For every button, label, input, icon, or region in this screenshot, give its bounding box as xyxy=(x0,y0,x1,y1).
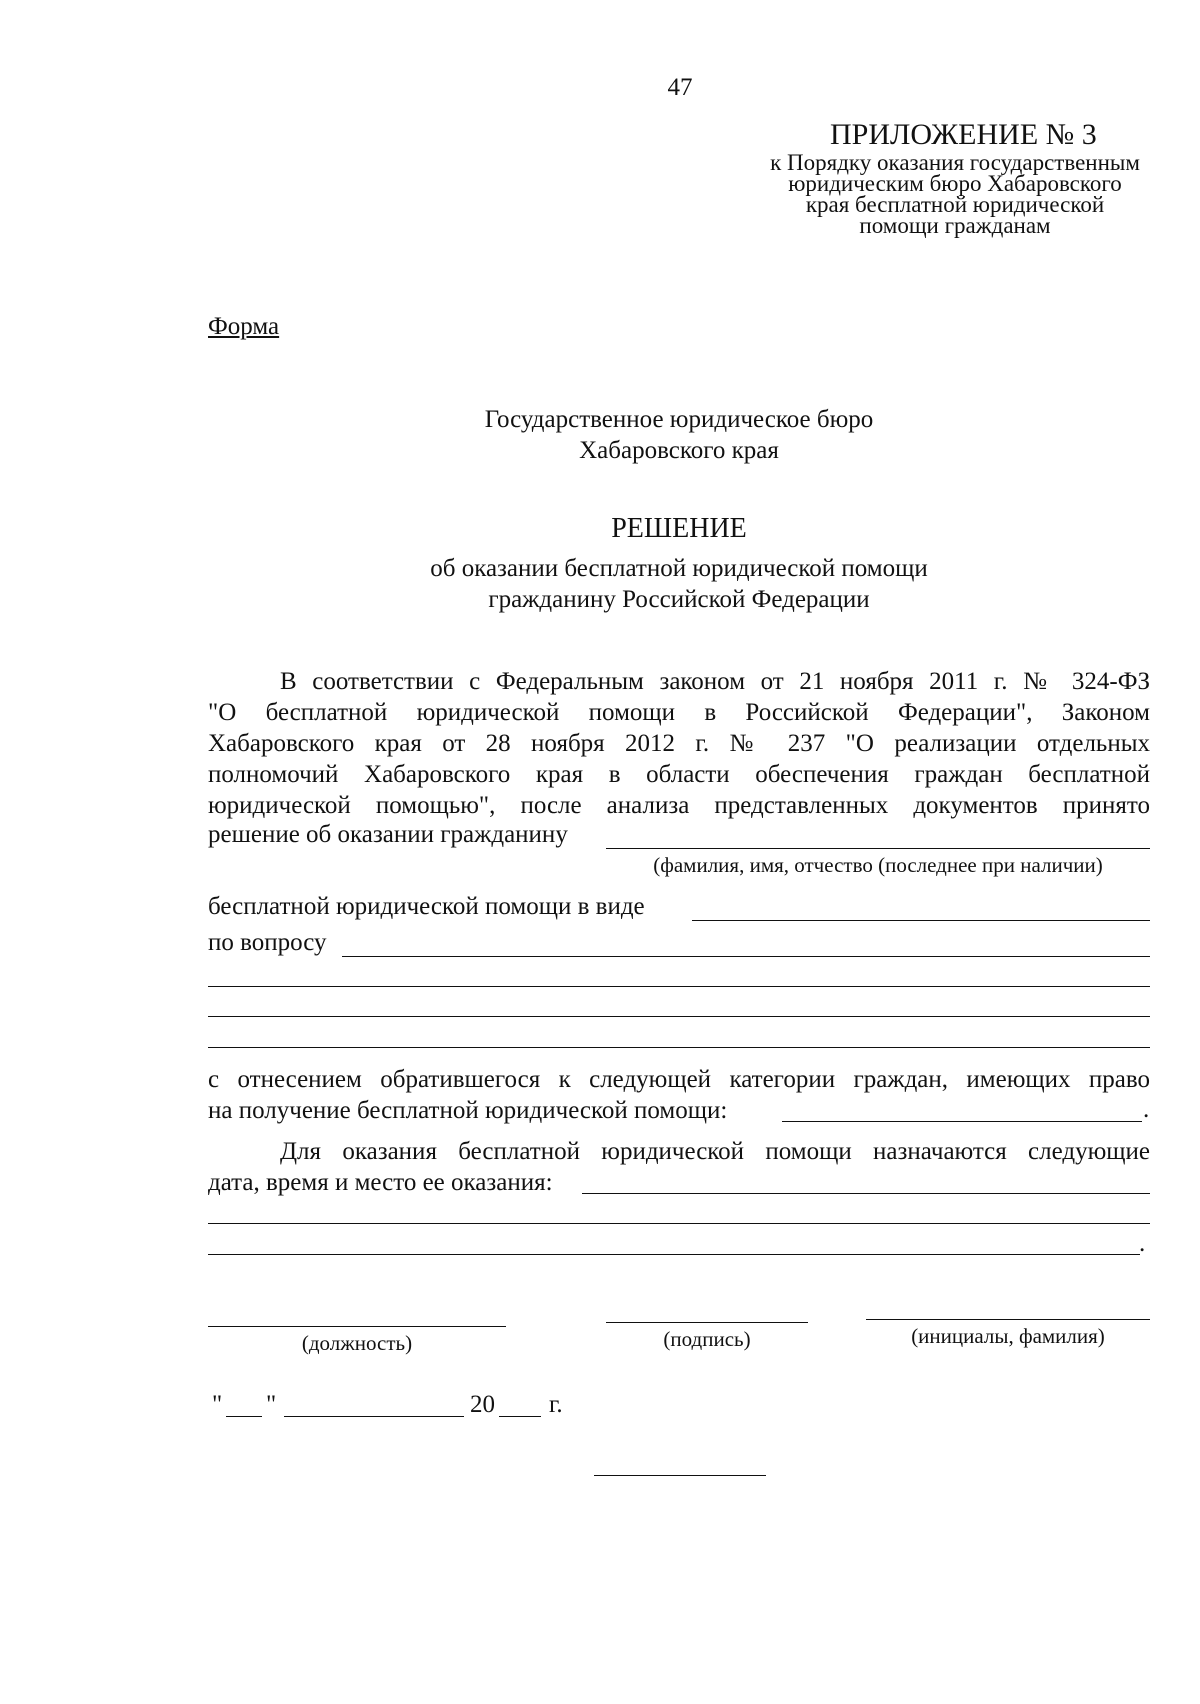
citizen-name-caption: (фамилия, имя, отчество (последнее при наличии) xyxy=(653,853,1103,877)
decision-subtitle xyxy=(208,553,1150,615)
decision-subtitle-line: об оказании бесплатной юридической помощи xyxy=(430,555,928,582)
decision-title: РЕШЕНИЕ xyxy=(611,513,747,544)
decision-to-citizen-label: решение об оказании гражданину xyxy=(208,821,568,848)
page-number: 47 xyxy=(667,74,693,101)
date-quote-close: " xyxy=(266,1391,277,1418)
citizen-name-field[interactable] xyxy=(606,848,1150,849)
category-paragraph xyxy=(208,1064,1150,1126)
position-caption: (должность) xyxy=(301,1331,413,1355)
appointment-field-line[interactable] xyxy=(208,1254,1140,1255)
category-field[interactable] xyxy=(782,1121,1142,1122)
date-year-suffix: г. xyxy=(549,1391,563,1418)
date-year-field[interactable] xyxy=(499,1416,541,1417)
paragraph-line: юридической помощью", после анализа представленных документов принято xyxy=(208,792,1150,819)
name-caption: (инициалы, фамилия) xyxy=(911,1324,1105,1348)
help-form-field[interactable] xyxy=(692,920,1150,921)
date-day-field[interactable] xyxy=(226,1416,262,1417)
organization-line: Хабаровского края xyxy=(579,437,779,464)
appointment-period: . xyxy=(1139,1230,1146,1257)
appendix-subtitle xyxy=(740,152,1170,236)
organization-line: Государственное юридическое бюро xyxy=(484,406,874,433)
question-field-line[interactable] xyxy=(208,1016,1150,1017)
paragraph-line: на получение бесплатной юридической помощи: xyxy=(208,1097,728,1124)
appendix-subtitle-line: юридическим бюро Хабаровского xyxy=(788,171,1122,196)
appointment-field[interactable] xyxy=(582,1193,1150,1194)
decision-subtitle-line: гражданину Российской Федерации xyxy=(488,586,870,613)
appointment-field-line[interactable] xyxy=(208,1223,1150,1224)
question-label: по вопросу xyxy=(208,929,327,956)
paragraph-line: полномочий Хабаровского края в области обеспечения граждан бесплатной xyxy=(208,761,1150,788)
paragraph-line: дата, время и место ее оказания: xyxy=(208,1169,553,1196)
signature-field[interactable] xyxy=(606,1322,808,1323)
question-field-line[interactable] xyxy=(208,1047,1150,1048)
paragraph-line: Для оказания бесплатной юридической помощи назначаются следующие xyxy=(280,1138,1150,1165)
appendix-subtitle-line: края бесплатной юридической xyxy=(805,192,1105,217)
appendix-subtitle-line: к Порядку оказания государственным xyxy=(770,150,1140,175)
appendix-title: ПРИЛОЖЕНИЕ № 3 xyxy=(830,118,1097,151)
date-quote-open: " xyxy=(212,1391,223,1418)
paragraph-line: Хабаровского края от 28 ноября 2012 г. № 237 "О реализации отдельных xyxy=(208,730,1150,757)
end-divider xyxy=(594,1475,766,1476)
question-field-line[interactable] xyxy=(208,986,1150,987)
form-label: Форма xyxy=(208,313,280,340)
date-month-field[interactable] xyxy=(284,1416,464,1417)
appointment-paragraph xyxy=(208,1136,1150,1198)
paragraph-line: с отнесением обратившегося к следующей категории граждан, имеющих право xyxy=(208,1066,1150,1093)
help-form-label: бесплатной юридической помощи в виде xyxy=(208,893,645,920)
paragraph-line: "О бесплатной юридической помощи в Российской Федерации", Законом xyxy=(208,699,1150,726)
category-period: . xyxy=(1143,1096,1150,1123)
question-field[interactable] xyxy=(342,956,1150,957)
organization-name xyxy=(208,404,1150,466)
position-field[interactable] xyxy=(208,1326,506,1327)
name-field[interactable] xyxy=(866,1319,1150,1320)
signature-caption: (подпись) xyxy=(663,1327,751,1351)
intro-paragraph xyxy=(208,666,1150,821)
date-century: 20 xyxy=(470,1391,495,1418)
appendix-subtitle-line: помощи гражданам xyxy=(859,213,1051,238)
paragraph-line: В соответствии с Федеральным законом от 21 ноября 2011 г. № 324-ФЗ xyxy=(280,668,1150,695)
